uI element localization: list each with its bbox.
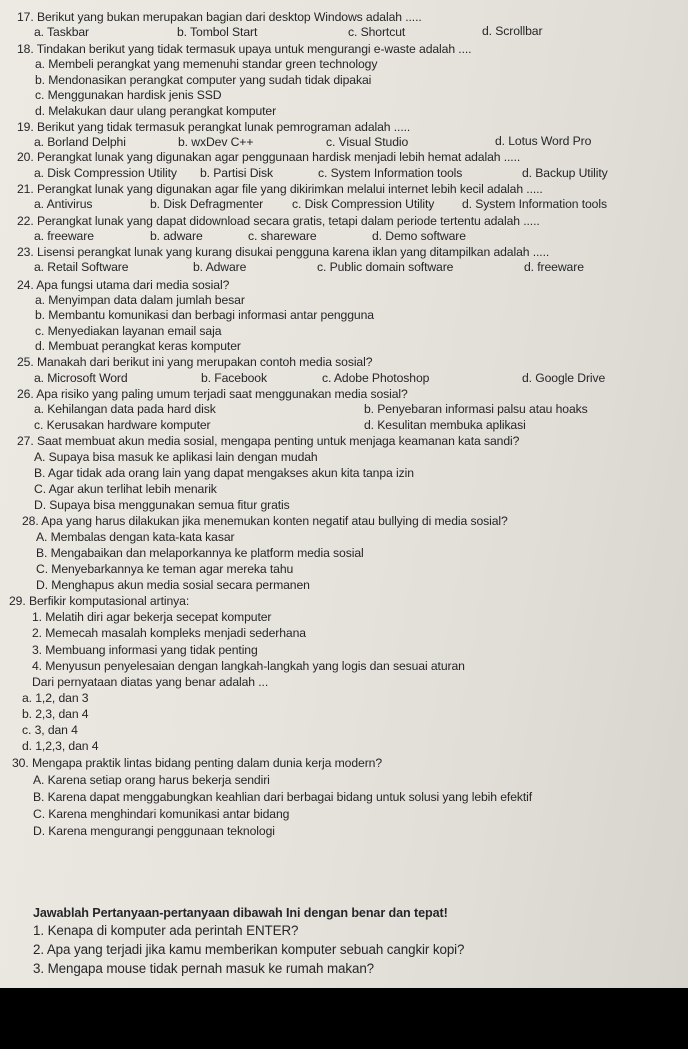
q19-option-a: a. Borland Delphi: [34, 135, 126, 149]
q20-option-c: c. System Information tools: [318, 166, 463, 180]
q29-statement-1: 1. Melatih diri agar bekerja secepat komputer: [32, 610, 272, 624]
q23-option-d: d. freeware: [524, 260, 584, 274]
q22-option-c: c. shareware: [248, 229, 317, 243]
q24-option-c: c. Menyediakan layanan email saja: [35, 324, 222, 338]
question-18: 18. Tindakan berikut yang tidak termasuk upaya untuk mengurangi e-waste adalah ....: [17, 42, 472, 56]
q25-option-c: c. Adobe Photoshop: [322, 371, 430, 385]
q29-statement-3: 3. Membuang informasi yang tidak penting: [32, 643, 258, 657]
essay-item-2: 2. Apa yang terjadi jika kamu memberikan komputer sebuah cangkir kopi?: [33, 942, 465, 957]
q18-option-c: c. Menggunakan hardisk jenis SSD: [35, 88, 222, 102]
essay-heading: Jawablah Pertanyaan-pertanyaan dibawah Ini dengan benar dan tepat!: [33, 906, 448, 920]
q23-option-c: c. Public domain software: [317, 260, 454, 274]
question-19: 19. Berikut yang tidak termasuk perangkat lunak pemrograman adalah .....: [17, 120, 411, 134]
q28-option-a: A. Membalas dengan kata-kata kasar: [36, 530, 235, 544]
q26-option-b: b. Penyebaran informasi palsu atau hoaks: [364, 402, 588, 416]
q27-option-b: B. Agar tidak ada orang lain yang dapat mengakses akun kita tanpa izin: [34, 466, 414, 480]
q25-option-d: d. Google Drive: [522, 371, 606, 385]
dark-background: [0, 988, 688, 1049]
essay-item-3: 3. Mengapa mouse tidak pernah masuk ke rumah makan?: [33, 961, 375, 976]
question-21: 21. Perangkat lunak yang digunakan agar file yang dikirimkan melalui internet lebih kecil adalah .....: [17, 182, 543, 196]
q18-option-a: a. Membeli perangkat yang memenuhi standar green technology: [35, 57, 378, 71]
q23-option-a: a. Retail Software: [34, 260, 129, 274]
q19-option-d: d. Lotus Word Pro: [495, 134, 592, 148]
question-20: 20. Perangkat lunak yang digunakan agar penggunaan hardisk menjadi lebih hemat adalah .....: [17, 150, 521, 164]
q24-option-b: b. Membantu komunikasi dan berbagi informasi antar pengguna: [35, 308, 374, 322]
question-22: 22. Perangkat lunak yang dapat didownload secara gratis, tetapi dalam periode tertentu adalah .....: [17, 214, 540, 228]
q21-option-b: b. Disk Defragmenter: [150, 197, 264, 211]
q29-statement-2: 2. Memecah masalah kompleks menjadi sederhana: [32, 626, 306, 640]
q27-option-a: A. Supaya bisa masuk ke aplikasi lain dengan mudah: [34, 450, 318, 464]
q23-option-b: b. Adware: [193, 260, 247, 274]
q17-option-d: d. Scrollbar: [482, 24, 543, 38]
question-27: 27. Saat membuat akun media sosial, mengapa penting untuk menjaga keamanan kata sandi?: [17, 434, 520, 448]
q17-option-a: a. Taskbar: [34, 25, 90, 39]
question-26: 26. Apa risiko yang paling umum terjadi saat menggunakan media sosial?: [17, 387, 408, 401]
q19-option-c: c. Visual Studio: [326, 135, 409, 149]
question-25: 25. Manakah dari berikut ini yang merupakan contoh media sosial?: [17, 355, 373, 369]
q28-option-b: B. Mengabaikan dan melaporkannya ke platform media sosial: [36, 546, 364, 560]
q30-option-d: D. Karena mengurangi penggunaan teknologi: [33, 824, 275, 838]
q26-option-d: d. Kesulitan membuka aplikasi: [364, 418, 526, 432]
question-23: 23. Lisensi perangkat lunak yang kurang disukai pengguna karena iklan yang ditampilkan adalah .....: [17, 245, 550, 259]
question-17: 17. Berikut yang bukan merupakan bagian dari desktop Windows adalah .....: [17, 10, 422, 24]
q28-option-d: D. Menghapus akun media sosial secara permanen: [36, 578, 310, 592]
question-28: 28. Apa yang harus dilakukan jika menemukan konten negatif atau bullying di media sosial?: [22, 514, 508, 528]
q21-option-d: d. System Information tools: [462, 197, 607, 211]
q18-option-b: b. Mendonasikan perangkat computer yang sudah tidak dipakai: [35, 73, 372, 87]
essay-item-1: 1. Kenapa di komputer ada perintah ENTER?: [33, 923, 299, 938]
q22-option-a: a. freeware: [34, 229, 94, 243]
q30-option-b: B. Karena dapat menggabungkan keahlian dari berbagai bidang untuk solusi yang lebih efektif: [33, 790, 533, 804]
q19-option-b: b. wxDev C++: [178, 135, 254, 149]
q26-option-a: a. Kehilangan data pada hard disk: [34, 402, 216, 416]
q29-option-b: b. 2,3, dan 4: [22, 707, 89, 721]
q20-option-d: d. Backup Utility: [522, 166, 608, 180]
q24-option-a: a. Menyimpan data dalam jumlah besar: [35, 293, 245, 307]
question-29: 29. Berfikir komputasional artinya:: [9, 594, 190, 608]
q25-option-b: b. Facebook: [201, 371, 267, 385]
q17-option-b: b. Tombol Start: [177, 25, 258, 39]
q18-option-d: d. Melakukan daur ulang perangkat komputer: [35, 104, 277, 118]
q25-option-a: a. Microsoft Word: [34, 371, 128, 385]
q28-option-c: C. Menyebarkannya ke teman agar mereka tahu: [36, 562, 294, 576]
q26-option-c: c. Kerusakan hardware komputer: [34, 418, 211, 432]
q27-option-d: D. Supaya bisa menggunakan semua fitur gratis: [34, 498, 290, 512]
q29-option-c: c. 3, dan 4: [22, 723, 78, 737]
q29-prompt: Dari pernyataan diatas yang benar adalah ...: [32, 675, 269, 689]
q22-option-d: d. Demo software: [372, 229, 466, 243]
q21-option-c: c. Disk Compression Utility: [292, 197, 435, 211]
q29-statement-4: 4. Menyusun penyelesaian dengan langkah-langkah yang logis dan sesuai aturan: [32, 659, 465, 673]
q30-option-a: A. Karena setiap orang harus bekerja sendiri: [33, 773, 270, 787]
q29-option-a: a. 1,2, dan 3: [22, 691, 89, 705]
q30-option-c: C. Karena menghindari komunikasi antar bidang: [33, 807, 290, 821]
q22-option-b: b. adware: [150, 229, 203, 243]
question-24: 24. Apa fungsi utama dari media sosial?: [17, 278, 230, 292]
question-30: 30. Mengapa praktik lintas bidang penting dalam dunia kerja modern?: [12, 756, 383, 770]
q29-option-d: d. 1,2,3, dan 4: [22, 739, 99, 753]
q27-option-c: C. Agar akun terlihat lebih menarik: [34, 482, 217, 496]
q21-option-a: a. Antivirus: [34, 197, 93, 211]
q17-option-c: c. Shortcut: [348, 25, 406, 39]
q20-option-a: a. Disk Compression Utility: [34, 166, 177, 180]
q24-option-d: d. Membuat perangkat keras komputer: [35, 339, 241, 353]
q20-option-b: b. Partisi Disk: [200, 166, 273, 180]
